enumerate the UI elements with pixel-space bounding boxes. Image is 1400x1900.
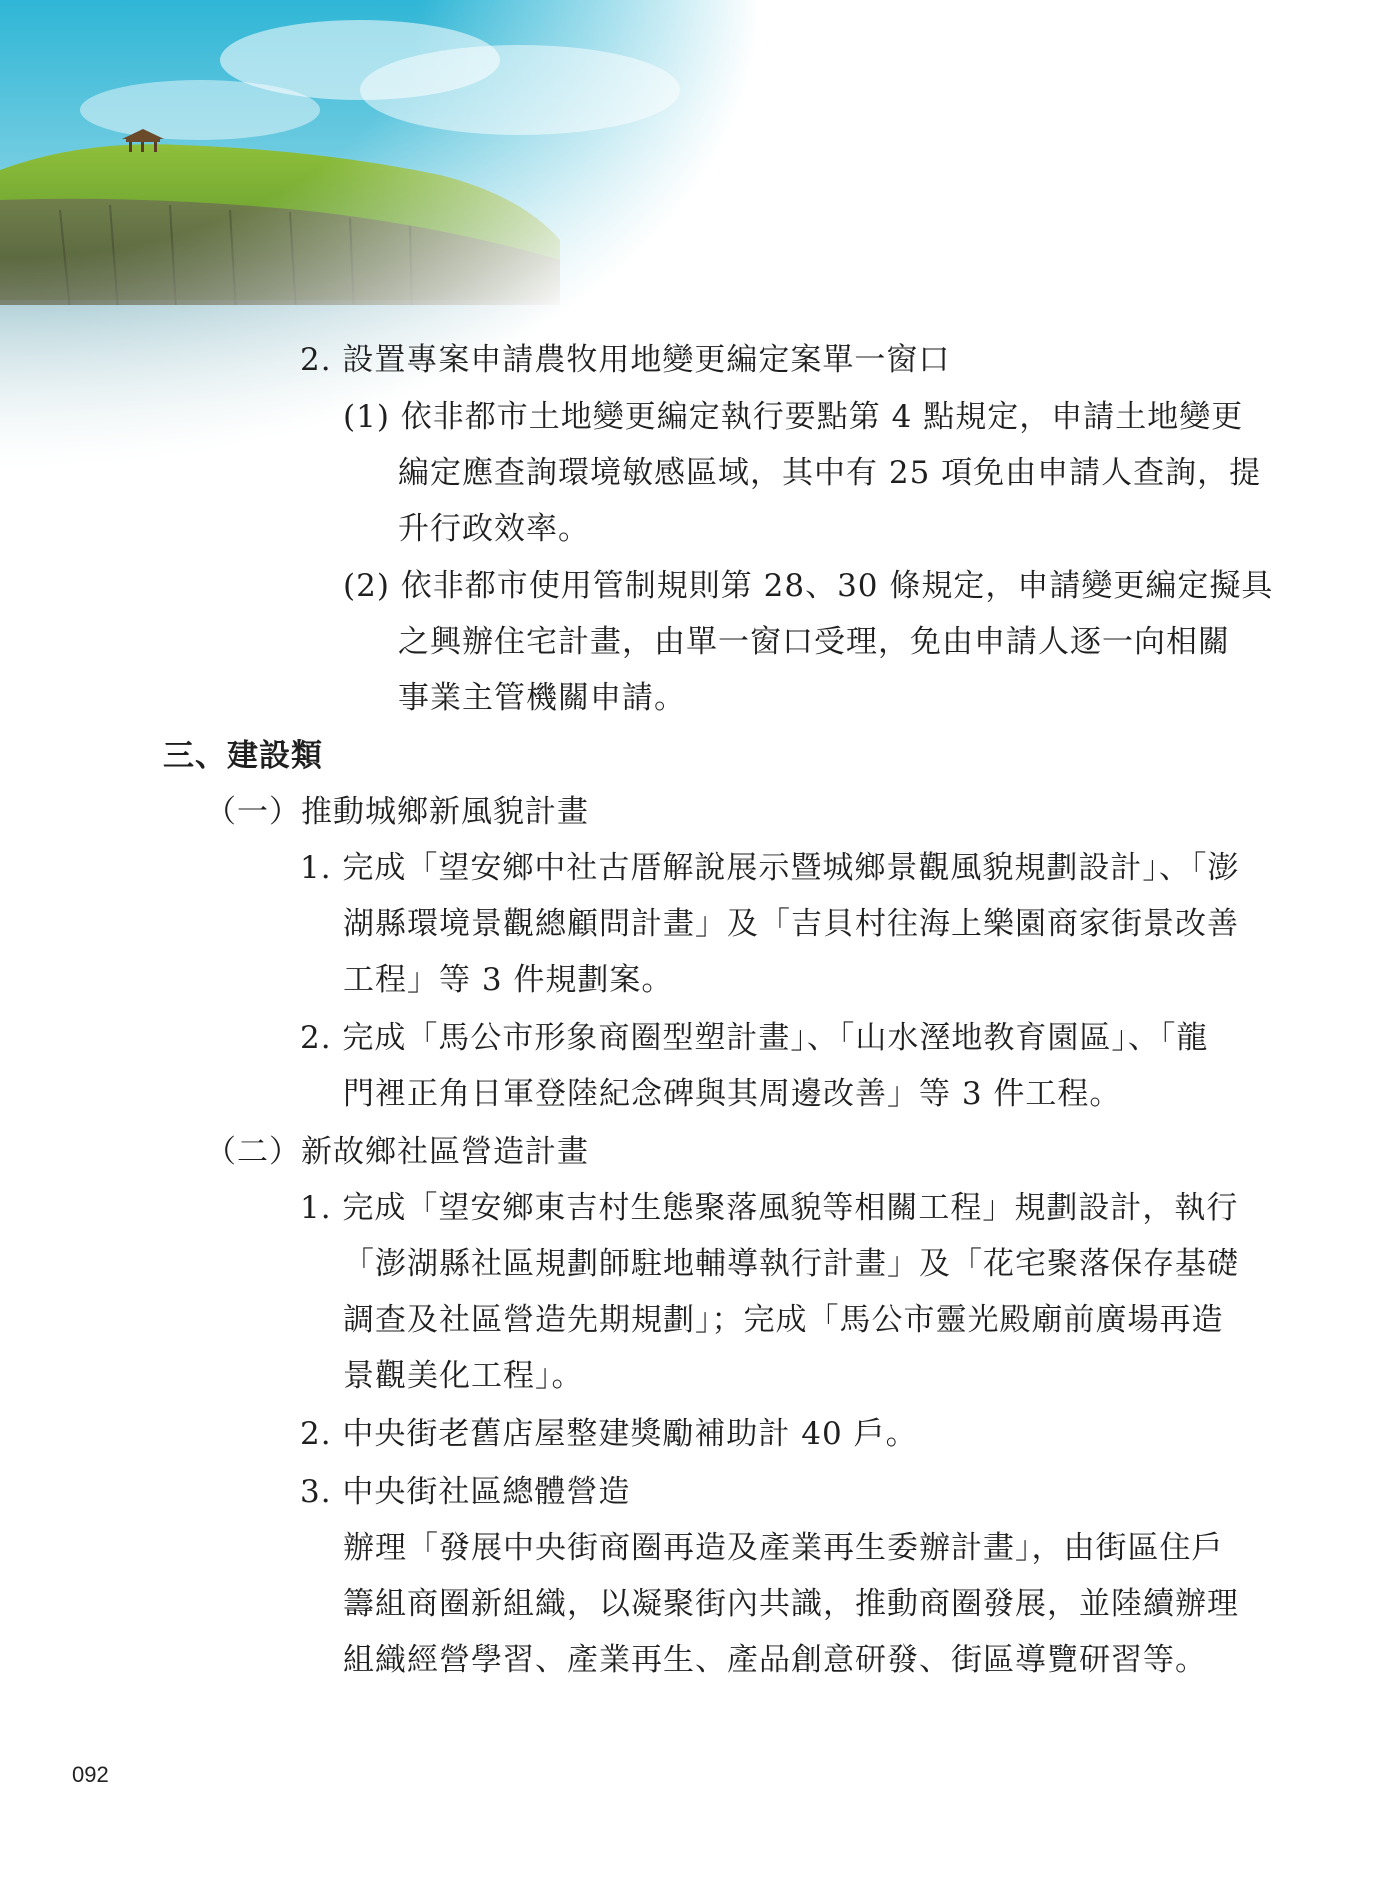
sub-item-line: 編定應查詢環境敏感區域，其中有 25 項免由申請人查詢，提 xyxy=(398,455,1262,491)
sub-item-line: 升行政效率。 xyxy=(398,511,590,547)
list-item-line: 2. 完成「馬公市形象商圈型塑計畫」、「山水溼地教育園區」、「龍 xyxy=(300,1020,1209,1056)
sub-item-line: 之興辦住宅計畫，由單一窗口受理，免由申請人逐一向相關 xyxy=(398,624,1230,660)
sub-item-line: (2) 依非都市使用管制規則第 28、30 條規定，申請變更編定擬具 xyxy=(343,568,1274,604)
subsection-title: （一）推動城鄉新風貌計畫 xyxy=(205,794,589,830)
list-item-line: 湖縣環境景觀總顧問計畫」及「吉貝村往海上樂園商家街景改善 xyxy=(343,906,1239,942)
list-item-line: 3. 中央街社區總體營造 xyxy=(300,1474,631,1510)
list-item-line: 工程」等 3 件規劃案。 xyxy=(343,962,674,998)
list-item-line: 景觀美化工程」。 xyxy=(343,1358,584,1394)
list-item-line: 門裡正角日軍登陸紀念碑與其周邊改善」等 3 件工程。 xyxy=(343,1076,1122,1112)
list-item-line: 組織經營學習、產業再生、產品創意研發、街區導覽研習等。 xyxy=(343,1642,1207,1678)
list-item-line: 調查及社區營造先期規劃」；完成「馬公市靈光殿廟前廣場再造 xyxy=(343,1302,1224,1338)
page-number: 092 xyxy=(72,1762,109,1787)
list-item-line: 籌組商圈新組織，以凝聚街內共識，推動商圈發展，並陸續辦理 xyxy=(343,1586,1239,1622)
section-title: 三、建設類 xyxy=(163,738,323,774)
list-item-line: 辦理「發展中央街商圈再造及產業再生委辦計畫」，由街區住戶 xyxy=(343,1530,1224,1566)
list-item-heading: 2. 設置專案申請農牧用地變更編定案單一窗口 xyxy=(300,342,951,378)
list-item-line: 2. 中央街老舊店屋整建獎勵補助計 40 戶。 xyxy=(300,1416,918,1452)
list-item-line: 1. 完成「望安鄉中社古厝解說展示暨城鄉景觀風貌規劃設計」、「澎 xyxy=(300,850,1240,886)
sub-item-line: 事業主管機關申請。 xyxy=(398,680,686,716)
list-item-line: 「澎湖縣社區規劃師駐地輔導執行計畫」及「花宅聚落保存基礎 xyxy=(343,1246,1239,1282)
list-item-line: 1. 完成「望安鄉東吉村生態聚落風貌等相關工程」規劃設計，執行 xyxy=(300,1190,1239,1226)
subsection-title: （二）新故鄉社區營造計畫 xyxy=(205,1134,589,1170)
sub-item-line: (1) 依非都市土地變更編定執行要點第 4 點規定，申請土地變更 xyxy=(343,399,1244,435)
